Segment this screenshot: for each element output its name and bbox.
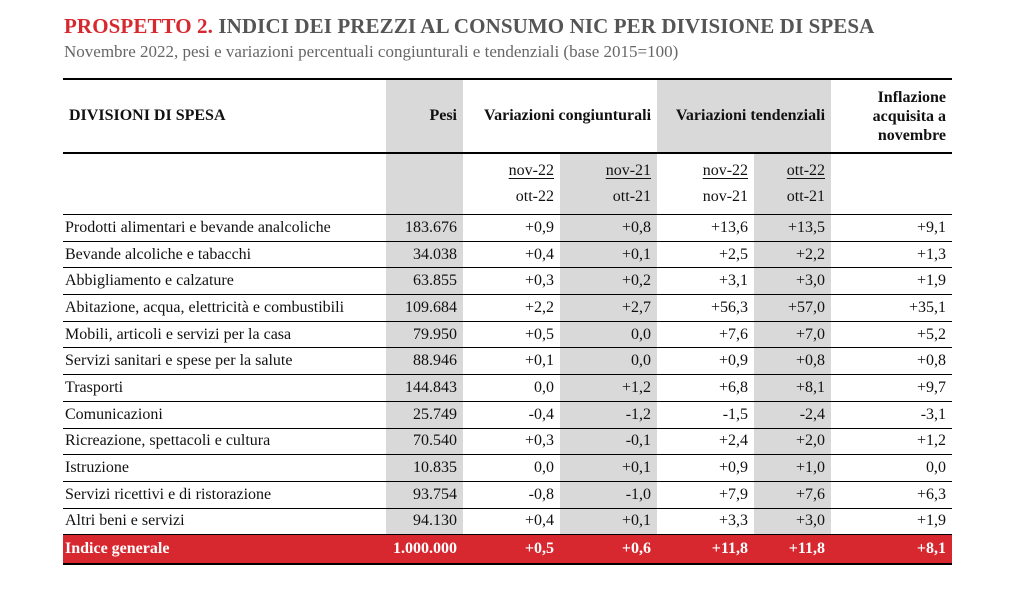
pesi-cell: 109.684 <box>386 295 463 322</box>
pesi-cell: 88.946 <box>386 348 463 375</box>
division-label: Prodotti alimentari e bevande analcoliche <box>63 215 386 242</box>
table-row <box>63 295 952 322</box>
subheader-top: ott-22 <box>786 162 826 179</box>
inflazione-cell: +1,2 <box>831 428 952 455</box>
total-division-label: Indice generale <box>63 535 386 565</box>
header-pesi: Pesi <box>386 79 463 153</box>
var-cong-nov21-cell: +0,1 <box>560 455 657 482</box>
division-label: Mobili, articoli e servizi per la casa <box>63 321 386 348</box>
subheader-pesi-empty <box>386 153 463 215</box>
division-label: Ricreazione, spettacoli e cultura <box>63 428 386 455</box>
total-row <box>63 535 952 565</box>
inflazione-cell: +6,3 <box>831 481 952 508</box>
var-cong-nov21-cell: +2,7 <box>560 295 657 322</box>
title-rest: INDICI DEI PREZZI AL CONSUMO NIC PER DIVISIONE DI SPESA <box>218 14 875 38</box>
division-label: Trasporti <box>63 375 386 402</box>
var-tend-nov22-cell: +0,9 <box>657 455 754 482</box>
var-tend-ott22-cell: +0,8 <box>754 348 831 375</box>
pesi-cell: 93.754 <box>386 481 463 508</box>
title-lead: PROSPETTO 2. <box>64 14 214 38</box>
prices-table <box>63 78 952 565</box>
pesi-cell: 144.843 <box>386 375 463 402</box>
table-row <box>63 375 952 402</box>
var-tend-nov22-cell: +7,9 <box>657 481 754 508</box>
var-tend-ott22-cell: +13,5 <box>754 215 831 242</box>
var-cong-nov21-cell: 0,0 <box>560 348 657 375</box>
var-cong-nov22-cell: +0,9 <box>463 215 560 242</box>
var-tend-nov22-cell: +3,1 <box>657 268 754 295</box>
var-cong-nov21-cell: -1,0 <box>560 481 657 508</box>
subheader-top: nov-22 <box>702 162 749 179</box>
var-tend-nov22-cell: +7,6 <box>657 321 754 348</box>
var-tend-ott22-cell: +3,0 <box>754 508 831 535</box>
pesi-cell: 34.038 <box>386 241 463 268</box>
var-tend-nov22-cell: +13,6 <box>657 215 754 242</box>
var-cong-nov22-cell: +0,4 <box>463 241 560 268</box>
subheader-bottom: nov-21 <box>702 188 749 205</box>
total-var-tend-nov22-cell: +11,8 <box>657 535 754 565</box>
var-tend-nov22-cell: +2,5 <box>657 241 754 268</box>
inflazione-cell: +1,3 <box>831 241 952 268</box>
var-cong-nov22-cell: 0,0 <box>463 455 560 482</box>
subheader-empty <box>63 153 386 215</box>
subheader-bottom: ott-22 <box>515 188 554 205</box>
var-cong-nov21-cell: +1,2 <box>560 375 657 402</box>
subheader-bottom: ott-21 <box>612 188 652 205</box>
division-label: Comunicazioni <box>63 401 386 428</box>
var-tend-nov22-cell: +2,4 <box>657 428 754 455</box>
header-inflazione <box>831 79 952 153</box>
var-cong-nov22-cell: +0,5 <box>463 321 560 348</box>
header-tendenziali: Variazioni tendenziali <box>657 79 831 153</box>
pesi-cell: 70.540 <box>386 428 463 455</box>
inflazione-cell: +9,7 <box>831 375 952 402</box>
table-row <box>63 455 952 482</box>
inflazione-cell: +1,9 <box>831 508 952 535</box>
total-pesi-cell: 1.000.000 <box>386 535 463 565</box>
inflazione-cell: +9,1 <box>831 215 952 242</box>
table-row <box>63 348 952 375</box>
var-cong-nov21-cell: -0,1 <box>560 428 657 455</box>
division-label: Servizi ricettivi e di ristorazione <box>63 481 386 508</box>
var-tend-ott22-cell: +7,6 <box>754 481 831 508</box>
subheader-row <box>63 153 952 215</box>
subheader-col-3 <box>657 153 754 215</box>
inflazione-cell: +0,8 <box>831 348 952 375</box>
subheader-inflazione-empty <box>831 153 952 215</box>
header-congiunturali: Variazioni congiunturali <box>463 79 657 153</box>
division-label: Bevande alcoliche e tabacchi <box>63 241 386 268</box>
var-tend-ott22-cell: +1,0 <box>754 455 831 482</box>
subheader-col-1 <box>463 153 560 215</box>
var-tend-nov22-cell: +6,8 <box>657 375 754 402</box>
header-inflazione-line2: acquisita a <box>872 107 947 125</box>
var-cong-nov22-cell: +0,3 <box>463 428 560 455</box>
var-tend-nov22-cell: +0,9 <box>657 348 754 375</box>
subheader-bottom: ott-21 <box>786 188 826 205</box>
var-cong-nov22-cell: +0,4 <box>463 508 560 535</box>
table-row <box>63 401 952 428</box>
inflazione-cell: +35,1 <box>831 295 952 322</box>
var-tend-ott22-cell: +8,1 <box>754 375 831 402</box>
header-divisioni: DIVISIONI DI SPESA <box>63 79 386 153</box>
table-row <box>63 321 952 348</box>
total-inflazione-cell: +8,1 <box>831 535 952 565</box>
var-cong-nov22-cell: -0,8 <box>463 481 560 508</box>
var-tend-nov22-cell: +56,3 <box>657 295 754 322</box>
page-subtitle: Novembre 2022, pesi e variazioni percentuali congiunturali e tendenziali (base 2015=100) <box>64 42 679 61</box>
var-cong-nov22-cell: -0,4 <box>463 401 560 428</box>
division-label: Servizi sanitari e spese per la salute <box>63 348 386 375</box>
total-var-cong-nov21-cell: +0,6 <box>560 535 657 565</box>
var-tend-nov22-cell: +3,3 <box>657 508 754 535</box>
var-tend-ott22-cell: +2,0 <box>754 428 831 455</box>
pesi-cell: 94.130 <box>386 508 463 535</box>
var-cong-nov22-cell: +2,2 <box>463 295 560 322</box>
division-label: Abitazione, acqua, elettricità e combustibili <box>63 295 386 322</box>
inflazione-cell: +5,2 <box>831 321 952 348</box>
pesi-cell: 79.950 <box>386 321 463 348</box>
var-tend-ott22-cell: +57,0 <box>754 295 831 322</box>
subheader-top: nov-21 <box>605 162 652 179</box>
var-cong-nov21-cell: +0,1 <box>560 508 657 535</box>
var-cong-nov21-cell: +0,8 <box>560 215 657 242</box>
var-tend-ott22-cell: -2,4 <box>754 401 831 428</box>
var-cong-nov22-cell: +0,1 <box>463 348 560 375</box>
table-row <box>63 508 952 535</box>
var-cong-nov21-cell: -1,2 <box>560 401 657 428</box>
var-tend-ott22-cell: +3,0 <box>754 268 831 295</box>
total-var-cong-nov22-cell: +0,5 <box>463 535 560 565</box>
subheader-col-2 <box>560 153 657 215</box>
inflazione-cell: +1,9 <box>831 268 952 295</box>
inflazione-cell: -3,1 <box>831 401 952 428</box>
var-tend-ott22-cell: +2,2 <box>754 241 831 268</box>
var-cong-nov22-cell: 0,0 <box>463 375 560 402</box>
table-row <box>63 428 952 455</box>
total-var-tend-ott22-cell: +11,8 <box>754 535 831 565</box>
var-cong-nov21-cell: +0,1 <box>560 241 657 268</box>
pesi-cell: 63.855 <box>386 268 463 295</box>
header-inflazione-line1: Inflazione <box>877 88 947 106</box>
subheader-top: nov-22 <box>508 162 554 179</box>
pesi-cell: 10.835 <box>386 455 463 482</box>
var-tend-nov22-cell: -1,5 <box>657 401 754 428</box>
division-label: Abbigliamento e calzature <box>63 268 386 295</box>
pesi-cell: 183.676 <box>386 215 463 242</box>
header-inflazione-line3: novembre <box>877 126 947 144</box>
var-cong-nov21-cell: +0,2 <box>560 268 657 295</box>
table-row <box>63 481 952 508</box>
header-row <box>63 79 952 153</box>
table-row <box>63 268 952 295</box>
table-row <box>63 215 952 242</box>
subheader-col-4 <box>754 153 831 215</box>
inflazione-cell: 0,0 <box>831 455 952 482</box>
pesi-cell: 25.749 <box>386 401 463 428</box>
division-label: Altri beni e servizi <box>63 508 386 535</box>
table-row <box>63 241 952 268</box>
var-cong-nov21-cell: 0,0 <box>560 321 657 348</box>
division-label: Istruzione <box>63 455 386 482</box>
var-tend-ott22-cell: +7,0 <box>754 321 831 348</box>
var-cong-nov22-cell: +0,3 <box>463 268 560 295</box>
page-title <box>64 14 874 39</box>
